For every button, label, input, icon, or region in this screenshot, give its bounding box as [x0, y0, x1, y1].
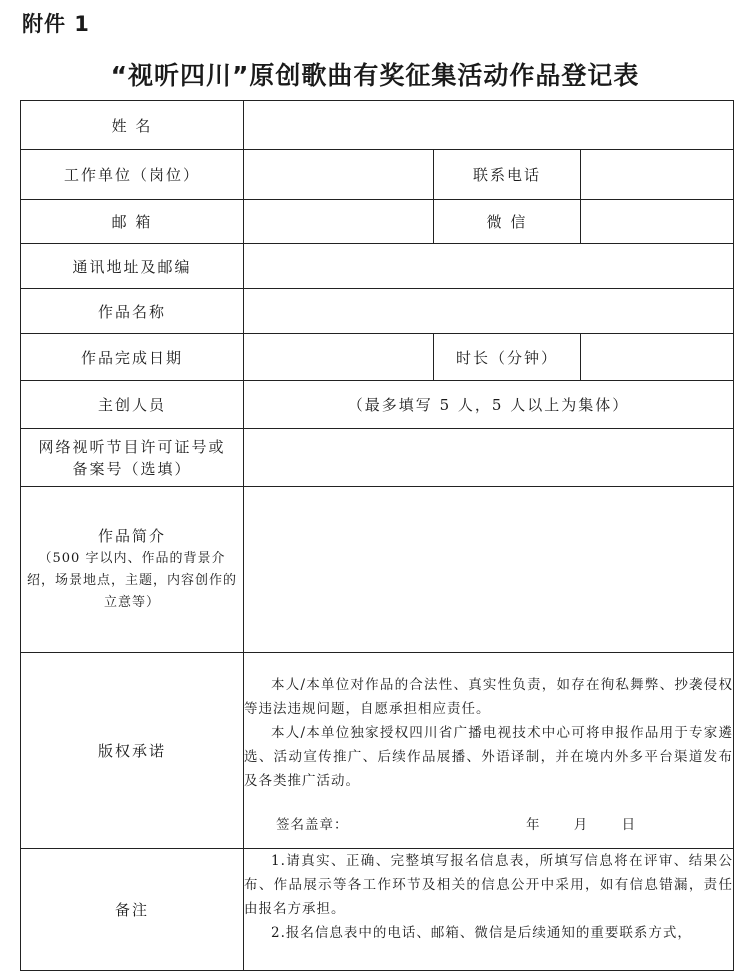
date-label[interactable]: 年 月 日 — [526, 817, 637, 833]
row-notes — [21, 849, 734, 971]
row-name — [21, 101, 734, 150]
license-label: 网络视听节目许可证号或备案号（选填） — [21, 429, 244, 487]
copyright-label: 版权承诺 — [21, 653, 244, 849]
intro-hint: （500 字以内、作品的背景介绍，场景地点，主题，内容创作的立意等） — [27, 551, 238, 610]
email-label: 邮 箱 — [21, 200, 244, 244]
copyright-paragraph-2: 本人/本单位独家授权四川省广播电视技术中心可将申报作品用于专家遴选、活动宣传推广、后续作品展播、外语译制，并在境内外多平台渠道发布及各类推广活动。 — [244, 725, 734, 789]
license-field[interactable] — [244, 429, 734, 487]
copyright-paragraph-1: 本人/本单位对作品的合法性、真实性负责，如存在徇私舞弊、抄袭侵权等违法违规问题，自愿承担相应责任。 — [244, 677, 734, 717]
intro-label-cell — [21, 487, 244, 653]
signature-label[interactable]: 签名盖章： — [276, 817, 349, 833]
completion-date-field[interactable] — [244, 334, 434, 381]
work-unit-label: 工作单位（岗位） — [21, 150, 244, 200]
address-label: 通讯地址及邮编 — [21, 244, 244, 289]
row-license — [21, 429, 734, 487]
wechat-field[interactable] — [581, 200, 734, 244]
intro-field[interactable] — [244, 487, 734, 653]
row-copyright — [21, 653, 734, 849]
work-title-field[interactable] — [244, 289, 734, 334]
creators-hint: （最多填写 5 人，5 人以上为集体） — [347, 396, 630, 414]
copyright-cell — [244, 653, 734, 849]
creators-field[interactable] — [244, 381, 734, 429]
notes-cell — [244, 849, 734, 971]
name-field[interactable] — [244, 101, 734, 150]
duration-label: 时长（分钟） — [434, 334, 581, 381]
row-work-title — [21, 289, 734, 334]
notes-paragraph-2: 2.报名信息表中的电话、邮箱、微信是后续通知的重要联系方式， — [271, 925, 692, 941]
duration-field[interactable] — [581, 334, 734, 381]
intro-title: 作品简介 — [97, 527, 166, 545]
row-creators — [21, 381, 734, 429]
row-completion — [21, 334, 734, 381]
attachment-label: 附件 1 — [22, 12, 90, 36]
row-email — [21, 200, 734, 244]
creators-label: 主创人员 — [21, 381, 244, 429]
address-field[interactable] — [244, 244, 734, 289]
notes-label: 备注 — [21, 849, 244, 971]
name-label: 姓 名 — [21, 101, 244, 150]
work-unit-field[interactable] — [244, 150, 434, 200]
completion-date-label: 作品完成日期 — [21, 334, 244, 381]
phone-label: 联系电话 — [434, 150, 581, 200]
form-title: “视听四川”原创歌曲有奖征集活动作品登记表 — [110, 61, 640, 90]
notes-paragraph-1: 1.请真实、正确、完整填写报名信息表，所填写信息将在评审、结果公布、作品展示等各工作环节及相关的信息公开中采用，如有信息错漏，责任由报名方承担。 — [244, 853, 734, 917]
wechat-label: 微 信 — [434, 200, 581, 244]
signature-line — [244, 813, 733, 833]
row-address — [21, 244, 734, 289]
row-intro — [21, 487, 734, 653]
email-field[interactable] — [244, 200, 434, 244]
registration-form-table — [20, 100, 734, 971]
work-title-label: 作品名称 — [21, 289, 244, 334]
phone-field[interactable] — [581, 150, 734, 200]
row-work-unit — [21, 150, 734, 200]
